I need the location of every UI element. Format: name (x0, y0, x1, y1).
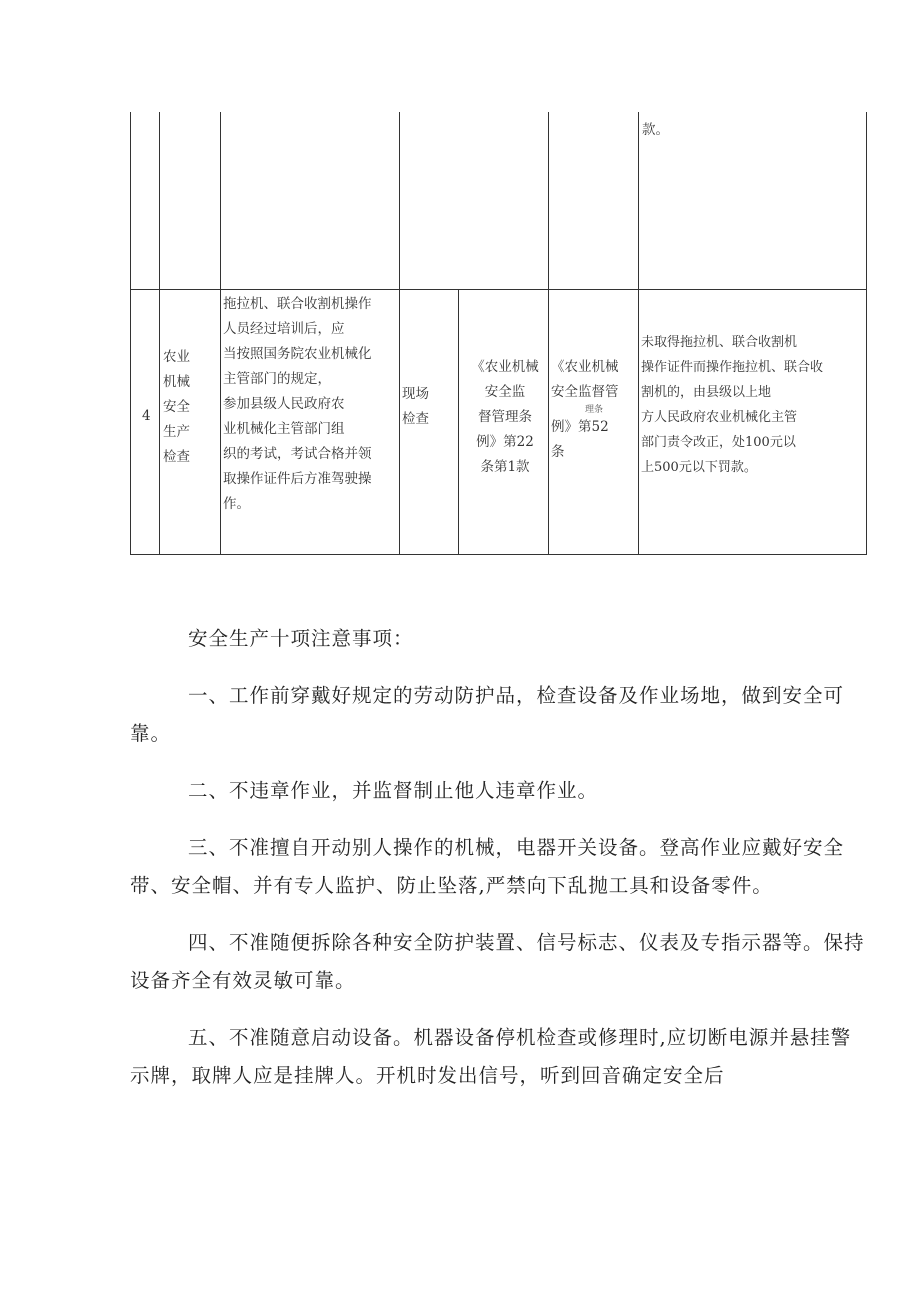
basis-line: 例》第22 (476, 434, 534, 450)
penalty-line: 未取得拖拉机、联合收割机 (641, 335, 798, 350)
inspection-content (223, 292, 399, 517)
basis-line: 安全监 (484, 384, 526, 400)
penalty-line: 方人民政府农业机械化主管 (641, 410, 798, 425)
method-line: 检查 (402, 411, 429, 427)
row-number: 4 (142, 408, 151, 424)
content-line: 人员经过培训后，应 (223, 321, 345, 337)
legal-basis (462, 355, 548, 480)
table-border-right (866, 112, 867, 555)
penalty-line: 部门责令改正，处100元以 (641, 435, 796, 450)
note-paragraph: 三、不准擅自开动别人操作的机械，电器开关设备。登高作业应戴好安全带、安全帽、并有专人监护、防止坠落,严禁向下乱抛工具和设备零件。 (130, 836, 845, 897)
content-line: 当按照国务院农业机械化 (223, 346, 372, 362)
content-line: 取操作证件后方准驾驶操 (223, 471, 372, 487)
col-divider (220, 112, 221, 555)
safety-notes (130, 620, 867, 1114)
table-border-bottom (130, 554, 867, 555)
content-line: 织的考试，考试合格并领 (223, 446, 372, 462)
penalty-basis-line: 例》第52 (551, 419, 609, 435)
regulation-table (130, 112, 867, 555)
col-divider (638, 112, 639, 555)
penalty-basis-line: 条 (551, 444, 565, 460)
col-divider (399, 112, 400, 555)
note-paragraph: 二、不违章作业，并监督制止他人违章作业。 (188, 779, 599, 802)
content-line: 参加县级人民政府农 (223, 396, 345, 412)
penalty-basis-line: 理条 (584, 405, 603, 415)
inspection-item-line: 机械 (163, 374, 190, 390)
row-divider (130, 289, 867, 290)
content-line: 业机械化主管部门组 (223, 421, 345, 437)
penalty-basis-line: 安全监督管 (551, 384, 619, 400)
col-divider (548, 112, 549, 555)
col-divider (159, 112, 160, 555)
penalty-basis-line: 《农业机械 (551, 359, 619, 375)
prev-row-penalty-tail: 款。 (642, 122, 669, 138)
content-line: 拖拉机、联合收割机操作 (223, 296, 372, 312)
content-line: 作。 (223, 496, 250, 512)
penalty-line: 操作证件而操作拖拉机、联合收 (641, 360, 824, 375)
inspection-method (402, 382, 429, 432)
penalty-line: 上500元以下罚款。 (641, 460, 757, 475)
inspection-item-line: 安全 (163, 399, 190, 415)
col-divider (458, 289, 459, 555)
notes-title: 安全生产十项注意事项： (188, 627, 414, 650)
penalty-basis (551, 355, 637, 465)
penalty-line: 割机的，由县级以上地 (641, 385, 772, 400)
basis-line: 督管理条 (478, 409, 532, 425)
table-border-left (130, 112, 131, 555)
note-paragraph: 四、不准随便拆除各种安全防护装置、信号标志、仪表及专指示器等。保持设备齐全有效灵敏可靠。 (130, 931, 865, 992)
method-line: 现场 (402, 386, 429, 402)
penalty-provision (641, 330, 866, 480)
basis-line: 《农业机械 (471, 359, 539, 375)
inspection-item-line: 检查 (163, 449, 190, 465)
content-line: 主管部门的规定， (223, 371, 331, 387)
inspection-item-line: 农业 (163, 349, 190, 365)
note-paragraph: 一、工作前穿戴好规定的劳动防护品，检查设备及作业场地，做到安全可靠。 (130, 684, 845, 745)
basis-line: 条第1款 (480, 459, 530, 475)
note-paragraph: 五、不准随意启动设备。机器设备停机检查或修理时,应切断电源并悬挂警示牌，取牌人应是挂牌人。开机时发出信号，听到回音确定安全后 (130, 1026, 852, 1087)
inspection-item-line: 生产 (163, 424, 190, 440)
inspection-item (163, 345, 190, 470)
